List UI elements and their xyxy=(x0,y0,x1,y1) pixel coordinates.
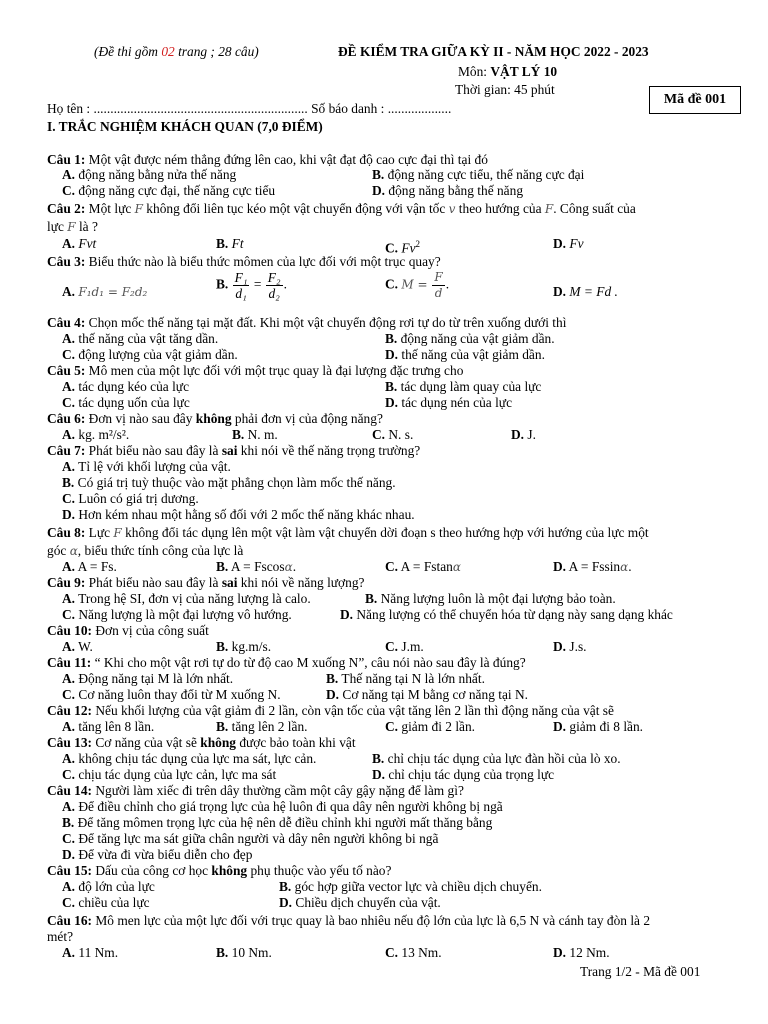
q2-option-a: A. Fvt xyxy=(62,236,97,251)
question-15: Câu 15: Dấu của công cơ học không phụ thuộc vào yếu tố nào? xyxy=(47,863,392,878)
q10-option-a: A. W. xyxy=(62,639,93,654)
question-2-cont: lực F là ? xyxy=(47,219,98,234)
question-5: Câu 5: Mô men của một lực đối với một trục quay là đại lượng đặc trưng cho xyxy=(47,363,464,378)
question-1: Câu 1: Một vật được ném thẳng đứng lên cao, khi vật đạt độ cao cực đại thì tại đó xyxy=(47,152,488,167)
q3-option-d: D. M = Fd . xyxy=(553,284,618,299)
q5-option-c: C. tác dụng uốn của lực xyxy=(62,395,190,410)
q15-option-c: C. chiều của lực xyxy=(62,895,150,910)
question-10: Câu 10: Đơn vị của công suất xyxy=(47,623,209,638)
question-8: Câu 8: Lực F không đổi tác dụng lên một vật làm vật chuyển dời đoạn s theo hướng hợp với hướng của lực một xyxy=(47,525,649,540)
q15-option-b: B. góc hợp giữa vector lực và chiều dịch chuyển. xyxy=(279,879,542,894)
time-line: Thời gian: 45 phút xyxy=(455,82,555,97)
q4-option-a: A. thế năng của vật tăng dần. xyxy=(62,331,219,346)
q3-option-c: C. M = $\frac{F}{d}$ . xyxy=(385,270,450,300)
q11-option-a: A. Động năng tại M là lớn nhất. xyxy=(62,671,234,686)
question-8-cont: góc α, biểu thức tính công của lực là xyxy=(47,543,244,558)
q13-option-a: A. không chịu tác dụng của lực ma sát, lực cản. xyxy=(62,751,317,766)
q11-option-b: B. Thế năng tại N là lớn nhất. xyxy=(326,671,485,686)
q16-option-a: A. 11 Nm. xyxy=(62,945,119,960)
q6-option-d: D. J. xyxy=(511,427,536,442)
q6-option-a: A. kg. m²/s². xyxy=(62,427,130,442)
q7-option-b: B. Có giá trị tuỳ thuộc vào mặt phẳng chọn làm mốc thế năng. xyxy=(62,475,396,490)
q5-option-b: B. tác dụng làm quay của lực xyxy=(385,379,542,394)
q5-option-d: D. tác dụng nén của lực xyxy=(385,395,513,410)
q8-option-c: C. A = Fstanα xyxy=(385,559,461,574)
question-7: Câu 7: Phát biểu nào sau đây là sai khi nói về thế năng trọng trường? xyxy=(47,443,421,458)
q1-option-c: C. động năng cực đại, thế năng cực tiểu xyxy=(62,183,276,198)
q10-option-c: C. J.m. xyxy=(385,639,424,654)
question-16-cont: mét? xyxy=(47,929,74,944)
q7-option-c: C. Luôn có giá trị dương. xyxy=(62,491,199,506)
q1-option-d: D. động năng bằng thế năng xyxy=(372,183,524,198)
q10-option-b: B. kg.m/s. xyxy=(216,639,272,654)
exam-code-box: Mã đề 001 xyxy=(649,86,741,114)
q4-option-b: B. động năng của vật giảm dần. xyxy=(385,331,555,346)
q11-option-c: C. Cơ năng luôn thay đổi từ M xuống N. xyxy=(62,687,281,702)
q7-option-d: D. Hơn kém nhau một hằng số đối với 2 mốc thế năng khác nhau. xyxy=(62,507,415,522)
q14-option-c: C. Để tăng lực ma sát giữa chân người và dây nên người không bi ngã xyxy=(62,831,439,846)
subject-line: Môn: VẬT LÝ 10 xyxy=(458,64,558,79)
q6-option-b: B. N. m. xyxy=(232,427,278,442)
q8-option-d: D. A = Fssinα. xyxy=(553,559,632,574)
q12-option-c: C. giảm đi 2 lần. xyxy=(385,719,476,734)
q3-option-b: B. $\frac{\text{F₁}}{\text{d₁}}$ = $\frac{\text{F₂}}{\text{d₂}}$ . xyxy=(216,270,287,301)
q4-option-d: D. thế năng của vật giảm dần. xyxy=(385,347,545,362)
q1-option-b: B. động năng cực tiểu, thế năng cực đại xyxy=(372,167,585,182)
q12-option-b: B. tăng lên 2 lần. xyxy=(216,719,308,734)
q15-option-a: A. độ lớn của lực xyxy=(62,879,155,894)
question-2: Câu 2: Một lực F không đổi liên tục kéo một vật chuyển động với vận tốc v theo hướng của F. Công suất của xyxy=(47,201,636,216)
section-title: I. TRẮC NGHIỆM KHÁCH QUAN (7,0 ĐIỂM) xyxy=(47,119,323,134)
question-14: Câu 14: Người làm xiếc đi trên dây thường cầm một cây gậy nặng để làm gì? xyxy=(47,783,464,798)
question-4: Câu 4: Chọn mốc thế năng tại mặt đất. Khi một vật chuyển động rơi tự do từ trên xuống dưới thì xyxy=(47,315,567,330)
question-6: Câu 6: Đơn vị nào sau đây không phải đơn vị của động năng? xyxy=(47,411,383,426)
name-line: Họ tên : ................................................................ Số báo danh : ................... xyxy=(47,101,452,116)
q10-option-d: D. J.s. xyxy=(553,639,587,654)
question-13: Câu 13: Cơ năng của vật sẽ không được bảo toàn khi vật xyxy=(47,735,356,750)
q13-option-c: C. chịu tác dụng của lực cản, lực ma sát xyxy=(62,767,277,782)
exam-title: ĐỀ KIỂM TRA GIỮA KỲ II - NĂM HỌC 2022 - 2023 xyxy=(338,44,649,59)
question-12: Câu 12: Nếu khối lượng của vật giảm đi 2 lần, còn vận tốc của vật tăng lên 2 lần thì động năng của vật sẽ xyxy=(47,703,614,718)
q11-option-d: D. Cơ năng tại M bằng cơ năng tại N. xyxy=(326,687,528,702)
q16-option-c: C. 13 Nm. xyxy=(385,945,442,960)
q13-option-d: D. chỉ chịu tác dụng của trọng lực xyxy=(372,767,555,782)
q9-option-c: C. Năng lượng là một đại lượng vô hướng. xyxy=(62,607,292,622)
q9-option-a: A. Trong hệ SI, đơn vị của năng lượng là calo. xyxy=(62,591,311,606)
q5-option-a: A. tác dụng kéo của lực xyxy=(62,379,190,394)
q16-option-d: D. 12 Nm. xyxy=(553,945,610,960)
q14-option-a: A. Để điều chỉnh cho giá trọng lực của hệ luôn đi qua dây nên người không bị ngã xyxy=(62,799,503,814)
q1-option-a: A. động năng bằng nửa thế năng xyxy=(62,167,237,182)
q7-option-a: A. Tỉ lệ với khối lượng của vật. xyxy=(62,459,231,474)
q9-option-b: B. Năng lượng luôn là một đại lượng bảo toàn. xyxy=(365,591,616,606)
q2-option-c: C. Fv$^2$ xyxy=(385,239,421,256)
q14-option-d: D. Để vừa đi vừa biểu diễn cho đẹp xyxy=(62,847,253,862)
q8-option-a: A. A = Fs. xyxy=(62,559,117,574)
q13-option-b: B. chỉ chịu tác dụng của lực đàn hồi của lò xo. xyxy=(372,751,621,766)
question-3: Câu 3: Biểu thức nào là biểu thức mômen của lực đối với một trục quay? xyxy=(47,254,441,269)
q4-option-c: C. động lượng của vật giảm dần. xyxy=(62,347,238,362)
q8-option-b: B. A = Fscosα. xyxy=(216,559,297,574)
question-9: Câu 9: Phát biểu nào sau đây là sai khi nói về năng lượng? xyxy=(47,575,365,590)
q15-option-d: D. Chiều dịch chuyển của vật. xyxy=(279,895,441,910)
question-11: Câu 11: “ Khi cho một vật rơi tự do từ độ cao M xuống N”, câu nói nào sau đây là đúng? xyxy=(47,655,526,670)
page-footer: Trang 1/2 - Mã đề 001 xyxy=(580,964,701,979)
page-count: 02 xyxy=(161,44,175,59)
q12-option-a: A. tăng lên 8 lần. xyxy=(62,719,155,734)
q2-option-d: D. Fv xyxy=(553,236,584,251)
q14-option-b: B. Để tăng mômen trọng lực của hệ nên dễ điều chỉnh khi người mất thăng bằng xyxy=(62,815,493,830)
q6-option-c: C. N. s. xyxy=(372,427,414,442)
question-16: Câu 16: Mô men lực của một lực đối với trục quay là bao nhiêu nếu độ lớn của lực là 6,5 N và cánh tay đòn là 2 xyxy=(47,913,651,928)
q16-option-b: B. 10 Nm. xyxy=(216,945,272,960)
q3-option-a: A. F₁d₁ = F₂d₂ xyxy=(62,284,148,299)
q9-option-d: D. Năng lượng có thể chuyển hóa từ dạng này sang dạng khác xyxy=(340,607,673,622)
q2-option-b: B. Ft xyxy=(216,236,244,251)
page-count-note: (Đề thi gồm 02 trang ; 28 câu) xyxy=(94,44,259,59)
q12-option-d: D. giảm đi 8 lần. xyxy=(553,719,644,734)
